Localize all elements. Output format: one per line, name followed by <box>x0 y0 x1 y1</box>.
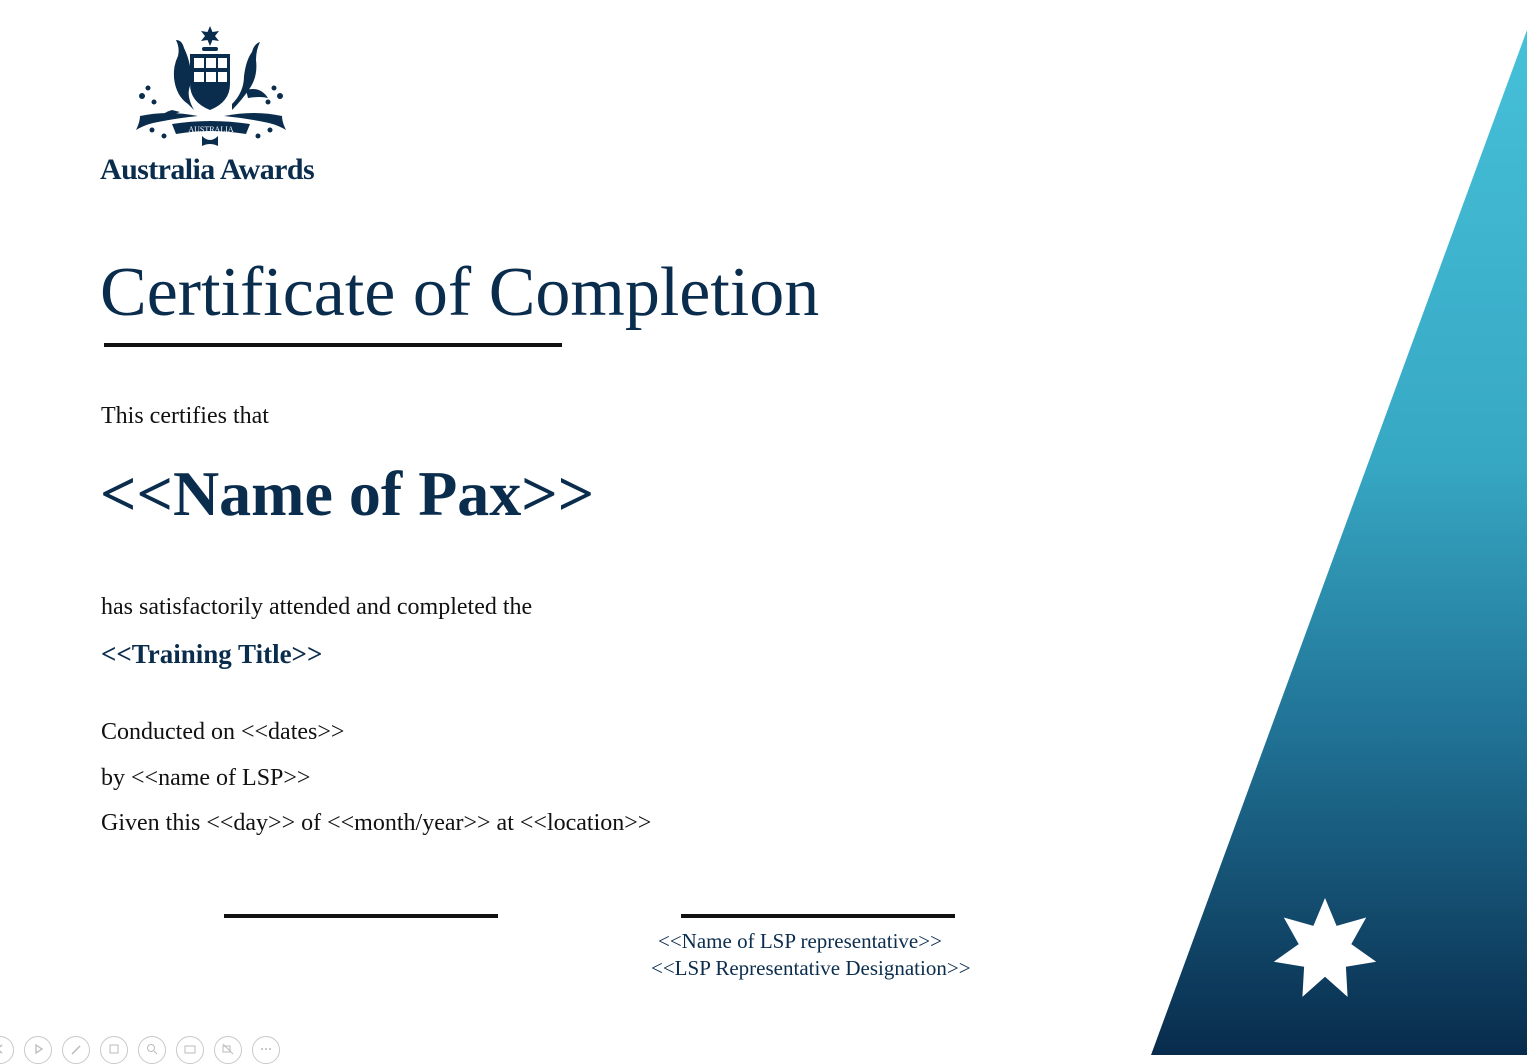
more-icon <box>260 1043 272 1055</box>
slides-button[interactable] <box>100 1036 128 1064</box>
pen-button[interactable] <box>62 1036 90 1064</box>
presentation-toolbar <box>0 1032 300 1055</box>
camera-off-icon <box>222 1043 234 1055</box>
training-title: <<Training Title>> <box>101 639 323 669</box>
coat-of-arms-icon <box>128 26 294 150</box>
title-underline <box>104 343 562 347</box>
previous-button[interactable] <box>0 1036 14 1064</box>
zoom-button[interactable] <box>138 1036 166 1064</box>
more-button[interactable] <box>252 1036 280 1064</box>
certifies-text: This certifies that <box>101 403 269 429</box>
subtitles-icon <box>184 1043 196 1055</box>
completion-text: has satisfactorily attended and completed the <box>101 594 533 620</box>
play-button[interactable] <box>24 1036 52 1064</box>
provider-text: by <<name of LSP>> <box>101 765 311 791</box>
crest-scroll-text: AUSTRALIA <box>188 125 234 134</box>
camera-button[interactable] <box>214 1036 242 1064</box>
seven-point-star-icon <box>1271 896 1379 1004</box>
zoom-icon <box>146 1043 158 1055</box>
australia-awards-logo <box>100 22 330 192</box>
certificate-title: Certificate of Completion <box>100 254 820 331</box>
participant-name: <<Name of Pax>> <box>100 458 595 529</box>
left-signature-line <box>224 914 498 918</box>
pen-icon <box>70 1043 82 1055</box>
lsp-representative-name: <<Name of LSP representative>> <box>658 929 942 953</box>
play-icon <box>32 1043 44 1055</box>
previous-icon <box>0 1043 6 1055</box>
right-signature-line <box>681 914 955 918</box>
given-text: Given this <<day>> of <<month/year>> at <<location>> <box>101 810 652 836</box>
lsp-representative-designation: <<LSP Representative Designation>> <box>651 956 971 980</box>
brand-name: Australia Awards <box>100 153 315 186</box>
conducted-dates-text: Conducted on <<dates>> <box>101 719 345 745</box>
subtitles-button[interactable] <box>176 1036 204 1064</box>
slides-icon <box>108 1043 120 1055</box>
